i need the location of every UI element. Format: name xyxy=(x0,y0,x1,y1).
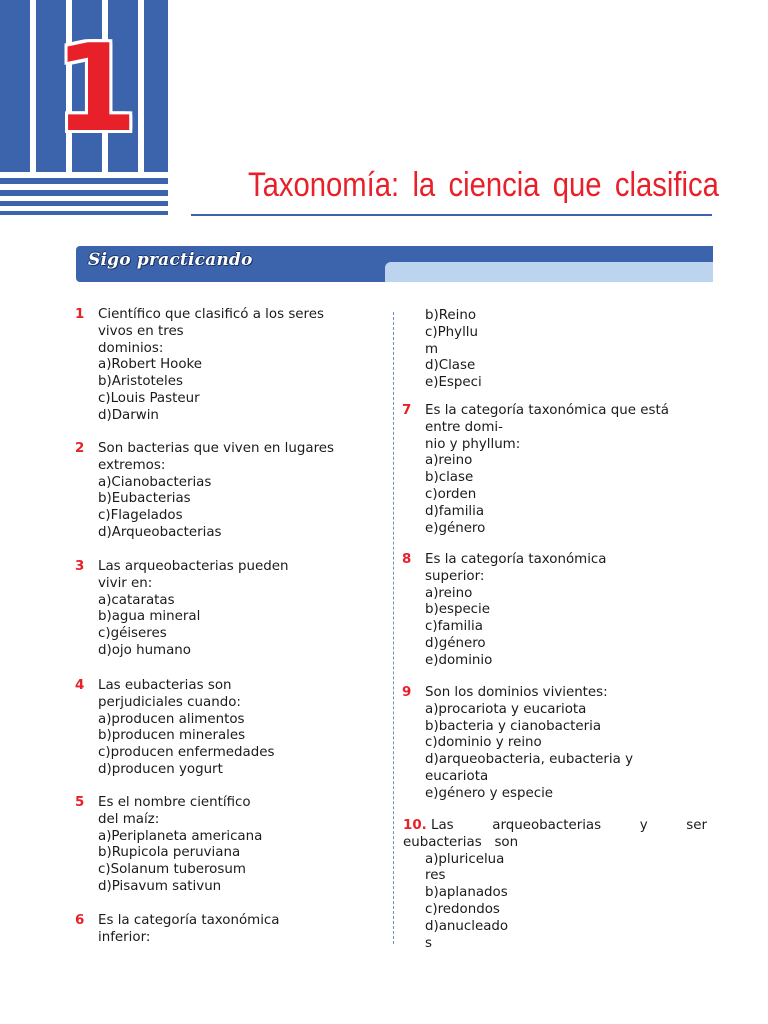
answer-option: a)pluricelua res xyxy=(425,851,505,884)
question-number: 8 xyxy=(402,552,412,567)
answer-option: b)bacteria y cianobacteria xyxy=(425,718,602,734)
question-word: ser xyxy=(686,818,707,833)
answer-option: e)dominio xyxy=(425,652,493,668)
answer-option: d)Arqueobacterias xyxy=(98,524,222,540)
answer-option: b)clase xyxy=(425,470,474,486)
answer-option: c)Solanum tuberosum xyxy=(98,862,246,878)
answer-option: c)Louis Pasteur xyxy=(98,390,200,406)
header-stripe xyxy=(0,201,168,206)
answer-option: e)género y especie xyxy=(425,785,554,801)
question-4 xyxy=(75,678,375,779)
answer-option: c)géiseres xyxy=(98,626,167,642)
answer-option: c)orden xyxy=(425,486,477,502)
question-number: 6 xyxy=(75,913,85,928)
answer-option: b)Rupicola peruviana xyxy=(98,845,241,861)
answer-option: b)agua mineral xyxy=(98,609,201,625)
answer-option: a)Periplaneta americana xyxy=(98,828,263,844)
question-text: Las eubacterias son perjudiciales cuando: xyxy=(98,678,241,710)
answer-option: d)ojo humano xyxy=(98,642,191,658)
answer-option: b)especie xyxy=(425,602,490,618)
answer-option: d)producen yogurt xyxy=(98,761,223,777)
question-number: 2 xyxy=(75,441,85,456)
answer-option: a)Robert Hooke xyxy=(98,357,203,373)
question-text: Es la categoría taxonómica inferior: xyxy=(98,913,280,945)
answer-option: d)Pisavum sativun xyxy=(98,878,222,894)
divider xyxy=(30,0,36,172)
answer-option: c)familia xyxy=(425,619,483,635)
question-word: Las xyxy=(431,818,454,833)
question-text-line2: eubacterias son xyxy=(403,834,519,850)
question-text: Son bacterias que viven en lugares extremos: xyxy=(98,441,335,473)
section-banner-accent xyxy=(385,262,713,282)
chapter-number: 1 xyxy=(54,20,138,159)
answer-option: b)Eubacterias xyxy=(98,491,191,507)
answer-option: c)redondos xyxy=(425,901,500,917)
answer-option: d)arqueobacteria, eubacteria y eucariota xyxy=(425,752,634,784)
question-10 xyxy=(403,818,707,951)
answer-option: a)procariota y eucariota xyxy=(425,701,587,717)
question-text: Científico que clasificó a los seres vivos en tres dominios: xyxy=(98,307,324,356)
answer-option: a)Cianobacterias xyxy=(98,474,212,490)
question-text xyxy=(403,818,707,835)
title-underline xyxy=(191,214,712,216)
question-number: 3 xyxy=(75,559,85,574)
answer-option: d)familia xyxy=(425,503,485,519)
answer-option: c)producen enfermedades xyxy=(98,745,275,761)
answer-option: c)dominio y reino xyxy=(425,735,542,751)
question-text: Son los dominios vivientes: xyxy=(425,685,608,700)
question-number: 7 xyxy=(402,403,412,418)
answer-option: e)Especi xyxy=(425,375,482,391)
answer-option: c)Phyllu m xyxy=(425,324,479,357)
answer-option: a)reino xyxy=(425,453,473,469)
question-number: 4 xyxy=(75,678,85,693)
answer-option: e)género xyxy=(425,520,486,536)
chapter-header-block xyxy=(0,0,168,218)
question-2 xyxy=(75,441,375,542)
answer-option: b)aplanados xyxy=(425,885,508,901)
header-stripe xyxy=(0,211,168,215)
answer-option: b)producen minerales xyxy=(98,728,246,744)
answer-option: d)Clase xyxy=(425,358,476,374)
question-number: 5 xyxy=(75,795,85,810)
answer-option: c)Flagelados xyxy=(98,508,183,524)
question-7 xyxy=(402,403,707,536)
question-9 xyxy=(402,685,707,801)
question-8 xyxy=(402,552,707,668)
answer-option: d)género xyxy=(425,635,486,651)
question-number: 1 xyxy=(75,307,85,322)
question-5 xyxy=(75,795,375,896)
question-1 xyxy=(75,307,375,425)
header-stripe xyxy=(0,190,168,196)
answer-option: a)reino xyxy=(425,585,473,601)
answer-option: d)anucleado s xyxy=(425,918,509,951)
question-text: Las arqueobacterias pueden vivir en: xyxy=(98,559,289,591)
question-word: arqueobacterias xyxy=(492,818,602,833)
answer-option: b)Aristoteles xyxy=(98,374,183,390)
answer-option: b)Reino xyxy=(425,308,477,323)
page-title: Taxonomía: la ciencia que clasifica xyxy=(248,166,719,204)
question-text: Es la categoría taxonómica superior: xyxy=(425,552,607,584)
question-number: 9 xyxy=(402,685,412,700)
question-3 xyxy=(75,559,375,660)
answer-option: d)Darwin xyxy=(98,407,159,423)
question-text: Es el nombre científico del maíz: xyxy=(98,795,251,827)
question-6-options xyxy=(402,308,702,391)
answer-option: a)cataratas xyxy=(98,592,175,608)
answer-option: a)producen alimentos xyxy=(98,711,245,727)
column-divider xyxy=(393,312,394,944)
question-6 xyxy=(75,913,375,947)
question-text: Es la categoría taxonómica que está entre domi- nio y phyllum: xyxy=(425,403,669,452)
question-word: y xyxy=(639,818,648,833)
header-stripe xyxy=(0,178,168,184)
divider xyxy=(138,0,144,172)
section-label: Sigo practicando xyxy=(88,250,253,270)
question-number: 10. xyxy=(403,818,427,833)
